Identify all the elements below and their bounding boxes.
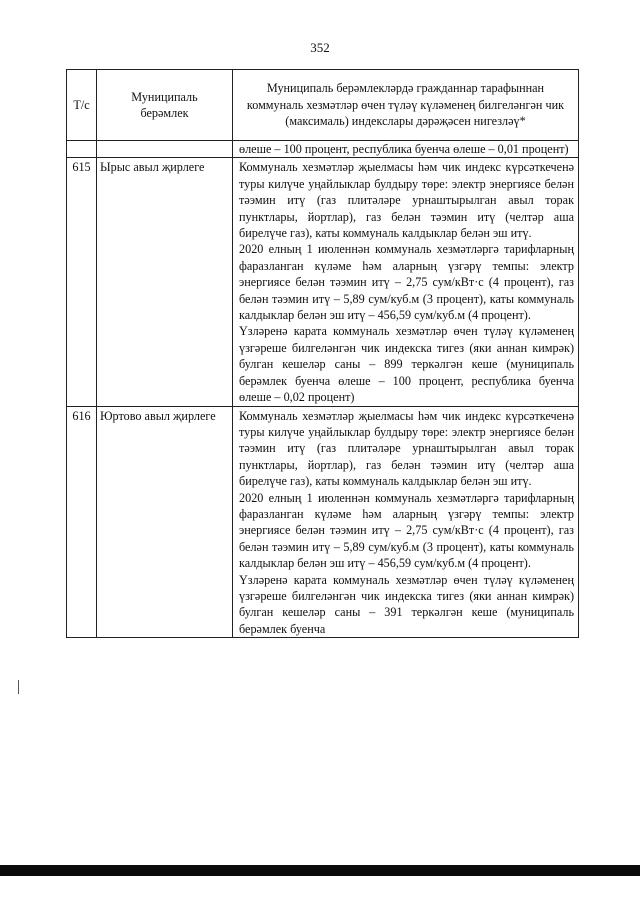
continuation-num-cell [67, 141, 97, 158]
row-number: 615 [67, 158, 97, 406]
paragraph: Үзләренә карата коммуналь хезмәтләр өчен түләү күләменең үзгәреше билгеләнгән чик индекска тигез (яки аннан кимрәк) булган кешеләр саны – 391 теркәлгән кеше (муниципаль берәмлек буенча [239, 572, 574, 636]
paragraph: 2020 елның 1 июленнән коммуналь хезмәтләргә тарифларның фаразланган күләме һәм аларның үзгәрү темпы: электр энергиясе белән тәэмин итү – 2,75 сум/кВт·с (4 процент), газ белән тәэмин итү – 5,89 сум/куб.м (3 процент), каты коммуналь калдыклар белән эш итү – 456,59 сум/куб.м (4 процент). [239, 242, 574, 323]
paragraph: Үзләренә карата коммуналь хезмәтләр өчен түләү күләменең үзгәреше билгеләнгән чик индекска тигез (яки аннан кимрәк) булган кешеләр саны – 899 теркәлгән кеше (муниципаль берәмлек буенча өлеше – 100 процент, республика буенча өлеше – 0,02 процент) [239, 324, 574, 405]
scan-margin-mark [18, 680, 19, 694]
table-row [67, 406, 579, 638]
header-num: Т/с [67, 70, 97, 141]
row-number: 616 [67, 406, 97, 638]
paragraph: 2020 елның 1 июленнән коммуналь хезмәтләргә тарифларның фаразланган күләме һәм аларның үзгәрү темпы: электр энергиясе белән тәэмин итү – 2,75 сум/кВт·с (4 процент), газ белән тәэмин итү – 5,89 сум/куб.м (3 процент), каты коммуналь калдыклар белән эш итү – 456,59 сум/куб.м (4 процент). [239, 490, 574, 571]
continuation-row [67, 141, 579, 158]
continuation-municipality-cell [97, 141, 233, 158]
header-basis: Муниципаль берәмлекләрдә гражданнар тарафыннан коммуналь хезмәтләр өчен түләү күләменең билгеләнгән чик (максималь) индекслары дәрәҗәсен нигезләү* [233, 70, 579, 141]
continuation-text: өлеше – 100 процент, республика буенча өлеше – 0,01 процент) [233, 141, 579, 158]
indices-table [66, 69, 579, 638]
paragraph: Коммуналь хезмәтләр җыелмасы һәм чик индекс күрсәткеченә туры килүче уңайлыклар булдыру төре: электр энергиясе белән тәэмин итү (газ плитәләре урнаштырылган авыл торак пунктлары, йортлар), газ белән тәэмин итү (челтәр аша бирелүче газ), каты коммуналь калдыклар белән эш итү. [239, 408, 574, 489]
table-header-row [67, 70, 579, 141]
basis-text [233, 406, 579, 638]
basis-text [233, 158, 579, 406]
municipality-name: Юртово авыл җирлеге [97, 406, 233, 638]
paragraph: Коммуналь хезмәтләр җыелмасы һәм чик индекс күрсәткеченә туры килүче уңайлыклар булдыру төре: электр энергиясе белән тәэмин итү (газ плитәләре урнаштырылган авыл торак пунктлары, йортлар), газ белән тәэмин итү (челтәр аша бирелүче газ), каты коммуналь калдыклар белән эш итү. [239, 160, 574, 241]
table-row [67, 158, 579, 406]
municipality-name: Ырыс авыл җирлеге [97, 158, 233, 406]
scan-bottom-border [0, 865, 640, 876]
header-municipality: Муниципаль берәмлек [97, 70, 233, 141]
page-number: 352 [310, 40, 330, 55]
